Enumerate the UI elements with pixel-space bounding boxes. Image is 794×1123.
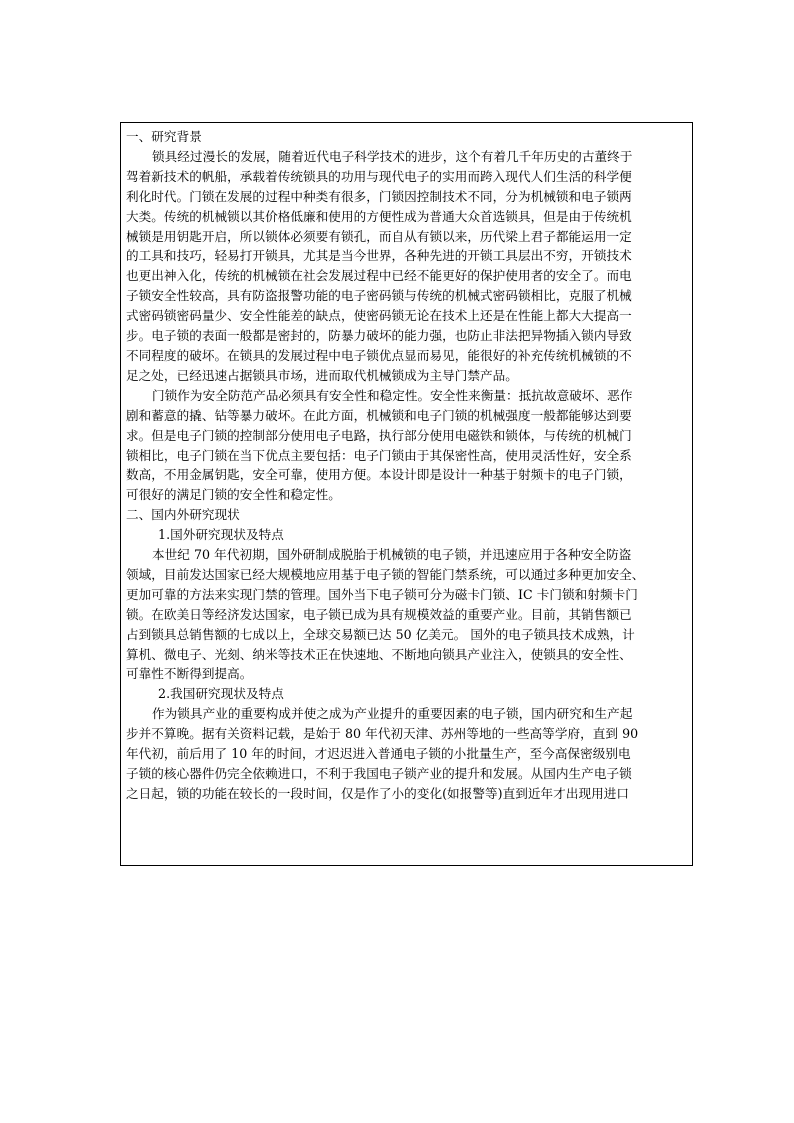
text-line: 步。电子锁的表面一般都是密封的，防暴力破坏的能力强，也防止非法把异物插入锁内导致	[126, 328, 632, 344]
subsection-heading: 2.我国研究现状及特点	[158, 686, 284, 702]
text-line: 的工具和技巧，轻易打开锁具，尤其是当今世界，各种先进的开锁工具层出不穷，开锁技术	[126, 248, 632, 264]
text-line: 之日起，锁的功能在较长的一段时间，仅是作了小的变化(如报警等)直到近年才出现用进口	[126, 785, 630, 801]
text-line: 锁。在欧美日等经济发达国家，电子锁已成为具有规模效益的重要产业。目前，其销售额已	[126, 606, 632, 622]
text-line: 领域，目前发达国家已经大规模地应用基于电子锁的智能门禁系统，可以通过多种更加安全、	[126, 566, 645, 582]
document-frame	[120, 122, 693, 866]
text-line: 占到锁具总销售额的七成以上，全球交易额已达 50 亿美元。 国外的电子锁具技术成熟，计	[126, 626, 635, 642]
text-line: 式密码锁密码量少、安全性能差的缺点，使密码锁无论在技术上还是在性能上都大大提高一	[126, 308, 632, 324]
text-line: 作为锁具产业的重要构成并使之成为产业提升的重要因素的电子锁，国内研究和生产起	[152, 706, 633, 722]
text-line: 不同程度的破坏。在锁具的发展过程中电子锁优点显而易见，能很好的补充传统机械锁的不	[126, 347, 632, 363]
text-line: 子锁的核心器件仍完全依赖进口，不利于我国电子锁产业的提升和发展。从国内生产电子锁	[126, 766, 632, 781]
text-line: 本世纪 70 年代初期，国外研制成脱胎于机械锁的电子锁，并迅速应用于各种安全防盗	[152, 547, 632, 563]
text-line: 利化时代。门锁在发展的过程中种类有很多，门锁因控制技术不同，分为机械锁和电子锁两	[126, 188, 632, 204]
text-line: 剧和蓄意的撬、钻等暴力破坏。在此方面，机械锁和电子门锁的机械强度一般都能够达到要	[126, 407, 632, 423]
text-line: 大类。传统的机械锁以其价格低廉和使用的方便性成为普通大众首选锁具，但是由于传统机	[126, 208, 632, 224]
section-heading: 二、国内外研究现状	[126, 507, 240, 523]
text-line: 算机、微电子、光刻、纳米等技术正在快速地、不断地向锁具产业注入，使锁具的安全性、	[126, 646, 632, 662]
text-line: 年代初，前后用了 10 年的时间，才迟迟进入普通电子锁的小批量生产，至今高保密级别电	[126, 746, 631, 762]
text-line: 求。但是电子门锁的控制部分使用电子电路，执行部分使用电磁铁和锁体，与传统的机械门	[126, 427, 632, 443]
text-line: 数高，不用金属钥匙，安全可靠，使用方便。本设计即是设计一种基于射频卡的电子门锁，	[126, 467, 632, 483]
text-line: 更加可靠的方法来实现门禁的管理。国外当下电子锁可分为磁卡门锁、IC 卡门锁和射频卡门	[126, 586, 638, 602]
text-line: 锁具经过漫长的发展，随着近代电子科学技术的进步，这个有着几千年历史的古董终于	[152, 148, 633, 164]
text-line: 门锁作为安全防范产品必须具有安全性和稳定性。安全性来衡量：抵抗故意破坏、恶作	[152, 387, 633, 403]
text-line: 足之处，已经迅速占据锁具市场，进而取代机械锁成为主导门禁产品。	[126, 367, 518, 383]
document-body	[126, 127, 686, 804]
text-line: 步并不算晚。据有关资料记载，是始于 80 年代初天津、苏州等地的一些高等学府，直到 90	[126, 726, 639, 742]
text-line: 锁相比，电子门锁在当下优点主要包括：电子门锁由于其保密性高，使用灵活性好，安全系	[126, 447, 632, 463]
subsection-heading: 1.国外研究现状及特点	[158, 527, 284, 543]
section-heading: 一、研究背景	[126, 129, 202, 144]
text-line: 械锁是用钥匙开启，所以锁体必须要有锁孔，而自从有锁以来，历代梁上君子都能运用一定	[126, 228, 632, 244]
text-line: 子锁安全性较高，具有防盗报警功能的电子密码锁与传统的机械式密码锁相比，克服了机械	[126, 288, 632, 304]
text-line: 可很好的满足门锁的安全性和稳定性。	[126, 487, 341, 503]
text-line: 也更出神入化，传统的机械锁在社会发展过程中已经不能更好的保护使用者的安全了。而电	[126, 268, 632, 284]
text-line: 可靠性不断得到提高。	[126, 666, 253, 682]
text-line: 驾着新技术的帆船，承载着传统锁具的功用与现代电子的实用而跨入现代人们生活的科学便	[126, 168, 632, 184]
